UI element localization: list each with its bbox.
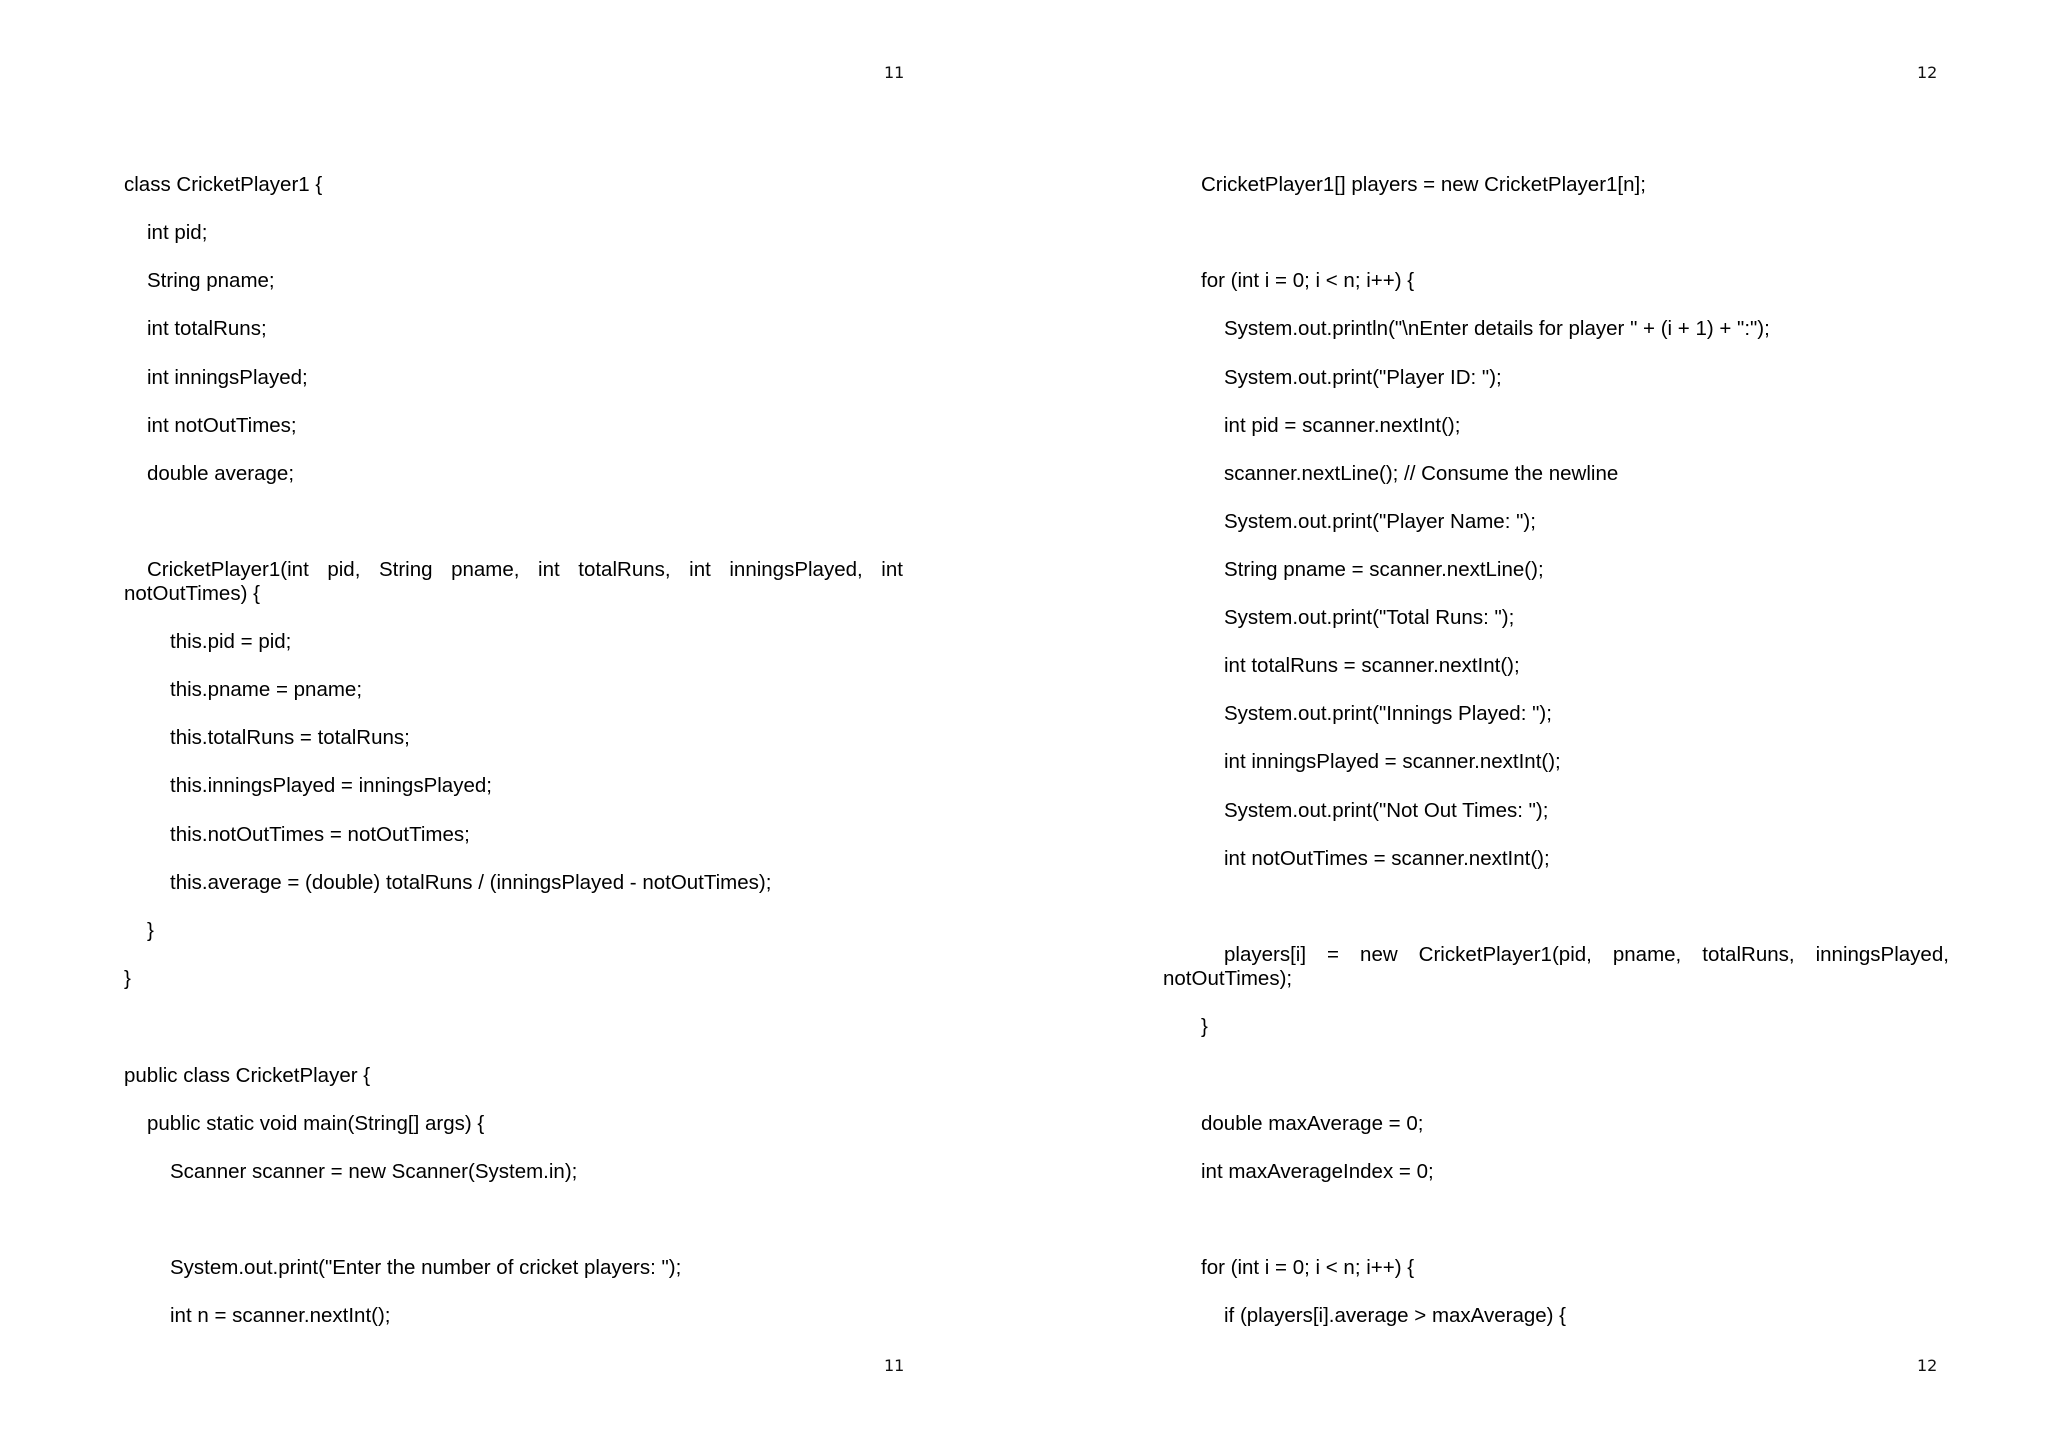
code-line: int pid = scanner.nextInt(); — [1224, 414, 1461, 437]
code-line: System.out.print("Enter the number of cricket players: "); — [170, 1256, 682, 1279]
code-line: this.notOutTimes = notOutTimes; — [170, 823, 470, 846]
word: pid, — [327, 558, 361, 581]
word: inningsPlayed, — [729, 558, 863, 581]
code-line: System.out.print("Innings Played: "); — [1224, 702, 1552, 725]
code-line: System.out.println("\nEnter details for player " + (i + 1) + ":"); — [1224, 317, 1770, 340]
code-line: int notOutTimes = scanner.nextInt(); — [1224, 847, 1550, 870]
code-line: Scanner scanner = new Scanner(System.in); — [170, 1160, 578, 1183]
word: inningsPlayed, — [1815, 943, 1949, 966]
code-line: String pname; — [147, 269, 275, 292]
word: pname, — [451, 558, 520, 581]
word: players[i] — [1224, 943, 1307, 966]
word: CricketPlayer1(int — [147, 558, 309, 581]
right-page-number-bottom: 12 — [1917, 1356, 1938, 1375]
word: new — [1360, 943, 1398, 966]
code-line: System.out.print("Not Out Times: "); — [1224, 799, 1549, 822]
code-line: this.totalRuns = totalRuns; — [170, 726, 410, 749]
code-line: double maxAverage = 0; — [1201, 1112, 1424, 1135]
code-line: } — [147, 919, 154, 942]
word: int — [881, 558, 903, 581]
code-line: public static void main(String[] args) { — [147, 1112, 485, 1135]
left-page-number-top: 11 — [884, 63, 905, 82]
code-line: class CricketPlayer1 { — [124, 173, 323, 196]
code-line: System.out.print("Player Name: "); — [1224, 510, 1536, 533]
code-line: int inningsPlayed = scanner.nextInt(); — [1224, 750, 1561, 773]
word: CricketPlayer1(pid, — [1418, 943, 1592, 966]
code-line: System.out.print("Player ID: "); — [1224, 366, 1502, 389]
word: int — [538, 558, 560, 581]
code-line: String pname = scanner.nextLine(); — [1224, 558, 1544, 581]
code-line: CricketPlayer1[] players = new CricketPlayer1[n]; — [1201, 173, 1646, 196]
left-page-number-bottom: 11 — [884, 1356, 905, 1375]
code-line: public class CricketPlayer { — [124, 1064, 371, 1087]
word: = — [1327, 943, 1340, 966]
word: String — [378, 558, 433, 581]
code-line: int n = scanner.nextInt(); — [170, 1304, 391, 1327]
code-line: this.average = (double) totalRuns / (inningsPlayed - notOutTimes); — [170, 871, 772, 894]
code-line: for (int i = 0; i < n; i++) { — [1201, 1256, 1415, 1279]
word: int — [689, 558, 711, 581]
code-line: double average; — [147, 462, 295, 485]
code-line: System.out.print("Total Runs: "); — [1224, 606, 1515, 629]
code-line: if (players[i].average > maxAverage) { — [1224, 1304, 1567, 1327]
code-line-justified — [1224, 943, 1949, 967]
code-line: } — [124, 967, 131, 990]
code-line: int inningsPlayed; — [147, 366, 308, 389]
code-line: int totalRuns; — [147, 317, 267, 340]
code-line: notOutTimes) { — [124, 582, 260, 605]
code-line: int pid; — [147, 221, 208, 244]
code-line: scanner.nextLine(); // Consume the newline — [1224, 462, 1619, 485]
right-page-number-top: 12 — [1917, 63, 1938, 82]
code-line: this.inningsPlayed = inningsPlayed; — [170, 774, 492, 797]
code-line-justified — [147, 558, 903, 582]
word: totalRuns, — [1702, 943, 1795, 966]
word: totalRuns, — [578, 558, 671, 581]
word: pname, — [1612, 943, 1682, 966]
code-line: notOutTimes); — [1163, 967, 1293, 990]
code-line: int totalRuns = scanner.nextInt(); — [1224, 654, 1520, 677]
code-line: } — [1201, 1015, 1208, 1038]
code-line: int maxAverageIndex = 0; — [1201, 1160, 1434, 1183]
code-line: for (int i = 0; i < n; i++) { — [1201, 269, 1415, 292]
code-line: this.pid = pid; — [170, 630, 292, 653]
code-line: int notOutTimes; — [147, 414, 297, 437]
code-line: this.pname = pname; — [170, 678, 363, 701]
